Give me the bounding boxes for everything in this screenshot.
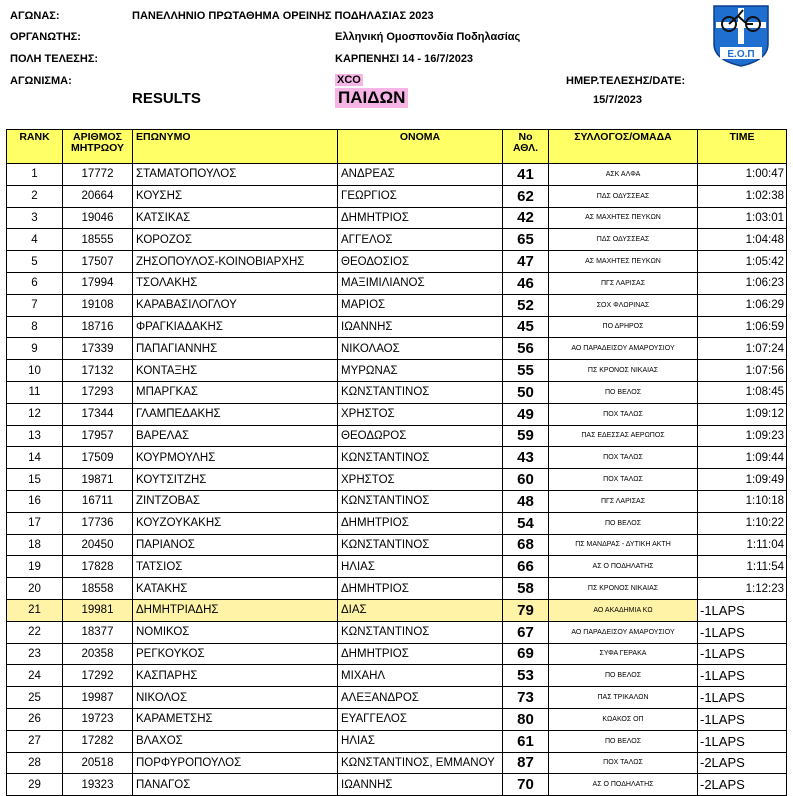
registry-cell: 20518 xyxy=(63,752,133,774)
time-cell: 1:09:44 xyxy=(698,447,787,469)
bib-cell: 80 xyxy=(503,708,549,730)
name-cell: ΔΗΜΗΤΡΙΟΣ xyxy=(338,643,503,665)
rank-cell: 11 xyxy=(7,381,63,403)
table-row xyxy=(7,338,787,360)
event-label: ΑΓΩΝΙΣΜΑ: xyxy=(10,75,72,87)
registry-cell: 19323 xyxy=(63,774,133,796)
table-row xyxy=(7,752,787,774)
surname-cell: ΒΛΑΧΟΣ xyxy=(133,730,338,752)
col-surname: ΕΠΩΝΥΜΟ xyxy=(133,130,338,164)
surname-cell: ΚΑΤΑΚΗΣ xyxy=(133,578,338,600)
surname-cell: ΚΟΥΡΜΟΥΛΗΣ xyxy=(133,447,338,469)
time-cell: 1:05:42 xyxy=(698,251,787,273)
table-row xyxy=(7,251,787,273)
surname-cell: ΝΙΚΟΛΟΣ xyxy=(133,687,338,709)
rank-cell: 10 xyxy=(7,360,63,382)
time-cell: 1:06:23 xyxy=(698,272,787,294)
rank-cell: 14 xyxy=(7,447,63,469)
bib-cell: 50 xyxy=(503,381,549,403)
name-cell: ΚΩΝΣΤΑΝΤΙΝΟΣ xyxy=(338,447,503,469)
surname-cell: ΚΟΥΣΗΣ xyxy=(133,185,338,207)
registry-cell: 19723 xyxy=(63,708,133,730)
table-row xyxy=(7,534,787,556)
surname-cell: ΚΟΡΟΖΟΣ xyxy=(133,229,338,251)
rank-cell: 19 xyxy=(7,556,63,578)
club-cell: ΠΓΣ ΛΑΡΙΣΑΣ xyxy=(549,272,698,294)
rank-cell: 27 xyxy=(7,730,63,752)
club-cell: ΑΣ Ο ΠΟΔΗΛΑΤΗΣ xyxy=(549,556,698,578)
registry-cell: 17509 xyxy=(63,447,133,469)
rank-cell: 15 xyxy=(7,469,63,491)
bib-cell: 65 xyxy=(503,229,549,251)
time-cell: 1:02:38 xyxy=(698,185,787,207)
surname-cell: ΝΟΜΙΚΟΣ xyxy=(133,621,338,643)
name-cell: ΑΓΓΕΛΟΣ xyxy=(338,229,503,251)
club-cell: ΑΟ ΠΑΡΑΔΕΙΣΟΥ ΑΜΑΡΟΥΣΙΟΥ xyxy=(549,621,698,643)
surname-cell: ΚΑΡΑΜΕΤΣΗΣ xyxy=(133,708,338,730)
name-cell: ΔΗΜΗΤΡΙΟΣ xyxy=(338,512,503,534)
surname-cell: ΤΑΤΣΙΟΣ xyxy=(133,556,338,578)
time-cell: 1:12:23 xyxy=(698,578,787,600)
city-label: ΠΟΛΗ ΤΕΛΕΣΗΣ: xyxy=(10,53,99,65)
rank-cell: 29 xyxy=(7,774,63,796)
registry-cell: 17293 xyxy=(63,381,133,403)
table-row xyxy=(7,774,787,796)
club-cell: ΠΟ ΒΕΛΟΣ xyxy=(549,512,698,534)
table-header-row xyxy=(7,130,787,164)
table-row xyxy=(7,621,787,643)
bib-cell: 79 xyxy=(503,599,549,621)
table-row xyxy=(7,556,787,578)
rank-cell: 16 xyxy=(7,490,63,512)
registry-cell: 17507 xyxy=(63,251,133,273)
time-cell: -1LAPS xyxy=(698,643,787,665)
surname-cell: ΠΟΡΦΥΡΟΠΟΥΛΟΣ xyxy=(133,752,338,774)
time-cell: -1LAPS xyxy=(698,730,787,752)
club-cell: ΣΟΧ ΦΛΩΡΙΝΑΣ xyxy=(549,294,698,316)
club-cell: ΣΥΦΑ ΓΕΡΑΚΑ xyxy=(549,643,698,665)
bib-cell: 62 xyxy=(503,185,549,207)
name-cell: ΜΑΡΙΟΣ xyxy=(338,294,503,316)
surname-cell: ΠΑΡΙΑΝΟΣ xyxy=(133,534,338,556)
time-cell: 1:10:22 xyxy=(698,512,787,534)
bib-cell: 70 xyxy=(503,774,549,796)
name-cell: ΙΩΑΝΝΗΣ xyxy=(338,774,503,796)
name-cell: ΚΩΝΣΤΑΝΤΙΝΟΣ, ΕΜΜΑΝΟΥ xyxy=(338,752,503,774)
club-cell: ΠΔΣ ΟΔΥΣΣΕΑΣ xyxy=(549,229,698,251)
rank-cell: 21 xyxy=(7,599,63,621)
time-cell: 1:07:56 xyxy=(698,360,787,382)
name-cell: ΚΩΝΣΤΑΝΤΙΝΟΣ xyxy=(338,490,503,512)
organizer-label: ΟΡΓΑΝΩΤΗΣ: xyxy=(10,31,81,43)
table-row xyxy=(7,687,787,709)
registry-cell: 18377 xyxy=(63,621,133,643)
registry-cell: 20358 xyxy=(63,643,133,665)
club-cell: ΑΟ ΠΑΡΑΔΕΙΣΟΥ ΑΜΑΡΟΥΣΙΟΥ xyxy=(549,338,698,360)
time-cell: -2LAPS xyxy=(698,752,787,774)
rank-cell: 7 xyxy=(7,294,63,316)
registry-cell: 17292 xyxy=(63,665,133,687)
bib-cell: 54 xyxy=(503,512,549,534)
city-value: ΚΑΡΠΕΝΗΣΙ 14 - 16/7/2023 xyxy=(335,53,474,65)
club-cell: ΑΣ ΜΑΧΗΤΕΣ ΠΕΥΚΩΝ xyxy=(549,251,698,273)
surname-cell: ΡΕΓΚΟΥΚΟΣ xyxy=(133,643,338,665)
name-cell: ΝΙΚΟΛΑΟΣ xyxy=(338,338,503,360)
registry-cell: 17957 xyxy=(63,425,133,447)
surname-cell: ΔΗΜΗΤΡΙΑΔΗΣ xyxy=(133,599,338,621)
club-cell: ΠΟ ΒΕΛΟΣ xyxy=(549,665,698,687)
bib-cell: 58 xyxy=(503,578,549,600)
race-value: ΠΑΝΕΛΛΗΝΙΟ ΠΡΩΤΑΘΗΜΑ ΟΡΕΙΝΗΣ ΠΟΔΗΛΑΣΙΑΣ 2023 xyxy=(132,10,434,22)
name-cell: ΜΥΡΩΝΑΣ xyxy=(338,360,503,382)
registry-cell: 19108 xyxy=(63,294,133,316)
time-cell: 1:09:12 xyxy=(698,403,787,425)
rank-cell: 9 xyxy=(7,338,63,360)
time-cell: 1:10:18 xyxy=(698,490,787,512)
table-row xyxy=(7,164,787,186)
table-row xyxy=(7,272,787,294)
registry-cell: 17344 xyxy=(63,403,133,425)
time-cell: 1:00:47 xyxy=(698,164,787,186)
table-row xyxy=(7,730,787,752)
bib-cell: 66 xyxy=(503,556,549,578)
name-cell: ΜΙΧΑΗΛ xyxy=(338,665,503,687)
name-cell: ΗΛΙΑΣ xyxy=(338,730,503,752)
results-table xyxy=(6,129,787,796)
registry-cell: 17282 xyxy=(63,730,133,752)
date-value: 15/7/2023 xyxy=(593,94,642,106)
bib-cell: 42 xyxy=(503,207,549,229)
bib-cell: 47 xyxy=(503,251,549,273)
name-cell: ΑΝΔΡΕΑΣ xyxy=(338,164,503,186)
col-name: ΟΝΟΜΑ xyxy=(338,130,503,164)
surname-cell: ΓΛΑΜΠΕΔΑΚΗΣ xyxy=(133,403,338,425)
table-row xyxy=(7,490,787,512)
registry-cell: 19987 xyxy=(63,687,133,709)
table-row xyxy=(7,229,787,251)
time-cell: 1:06:29 xyxy=(698,294,787,316)
club-cell: ΠΔΣ ΟΔΥΣΣΕΑΣ xyxy=(549,185,698,207)
club-cell: ΚΩΑΚΟΣ ΟΠ xyxy=(549,708,698,730)
bib-cell: 49 xyxy=(503,403,549,425)
time-cell: 1:11:54 xyxy=(698,556,787,578)
bib-cell: 55 xyxy=(503,360,549,382)
time-cell: 1:09:23 xyxy=(698,425,787,447)
results-title: RESULTS xyxy=(132,90,201,107)
federation-logo xyxy=(712,4,770,68)
date-label: ΗΜΕΡ.ΤΕΛΕΣΗΣ/DATE: xyxy=(566,75,686,87)
name-cell: ΔΗΜΗΤΡΙΟΣ xyxy=(338,578,503,600)
club-cell: ΑΣΚ ΑΛΦΑ xyxy=(549,164,698,186)
name-cell: ΔΙΑΣ xyxy=(338,599,503,621)
club-cell: ΠΣ ΚΡΟΝΟΣ ΝΙΚΑΙΑΣ xyxy=(549,578,698,600)
table-row xyxy=(7,469,787,491)
rank-cell: 12 xyxy=(7,403,63,425)
surname-cell: ΣΤΑΜΑΤΟΠΟΥΛΟΣ xyxy=(133,164,338,186)
table-row xyxy=(7,207,787,229)
table-row xyxy=(7,512,787,534)
bib-cell: 56 xyxy=(503,338,549,360)
rank-cell: 1 xyxy=(7,164,63,186)
club-cell: ΠΟ ΒΕΛΟΣ xyxy=(549,730,698,752)
surname-cell: ΖΙΝΤΖΟΒΑΣ xyxy=(133,490,338,512)
club-cell: ΠΟ ΒΕΛΟΣ xyxy=(549,381,698,403)
col-bib: No ΑΘΛ. xyxy=(503,130,549,164)
bib-cell: 60 xyxy=(503,469,549,491)
surname-cell: ΚΟΥΖΟΥΚΑΚΗΣ xyxy=(133,512,338,534)
registry-cell: 17772 xyxy=(63,164,133,186)
race-label: ΑΓΩΝΑΣ: xyxy=(10,10,60,22)
surname-cell: ΚΑΣΠΑΡΗΣ xyxy=(133,665,338,687)
registry-cell: 18555 xyxy=(63,229,133,251)
name-cell: ΧΡΗΣΤΟΣ xyxy=(338,403,503,425)
club-cell: ΠΟ ΔΡΗΡΟΣ xyxy=(549,316,698,338)
table-row xyxy=(7,425,787,447)
time-cell: 1:06:59 xyxy=(698,316,787,338)
club-cell: ΠΟΧ ΤΑΛΩΣ xyxy=(549,752,698,774)
rank-cell: 17 xyxy=(7,512,63,534)
surname-cell: ΠΑΝΑΓΟΣ xyxy=(133,774,338,796)
time-cell: 1:07:24 xyxy=(698,338,787,360)
bib-cell: 59 xyxy=(503,425,549,447)
name-cell: ΘΕΟΔΟΣΙΟΣ xyxy=(338,251,503,273)
name-cell: ΓΕΩΡΓΙΟΣ xyxy=(338,185,503,207)
rank-cell: 23 xyxy=(7,643,63,665)
table-row xyxy=(7,381,787,403)
col-time: TIME xyxy=(698,130,787,164)
col-registry: ΑΡΙΘΜΟΣ ΜΗΤΡΩΟΥ xyxy=(63,130,133,164)
surname-cell: ΒΑΡΕΛΑΣ xyxy=(133,425,338,447)
name-cell: ΘΕΟΔΩΡΟΣ xyxy=(338,425,503,447)
bib-cell: 87 xyxy=(503,752,549,774)
club-cell: ΠΑΣ ΤΡΙΚΑΛΩΝ xyxy=(549,687,698,709)
time-cell: -1LAPS xyxy=(698,708,787,730)
club-cell: ΠΟΧ ΤΑΛΩΣ xyxy=(549,469,698,491)
rank-cell: 18 xyxy=(7,534,63,556)
registry-cell: 18558 xyxy=(63,578,133,600)
club-cell: ΠΓΣ ΛΑΡΙΣΑΣ xyxy=(549,490,698,512)
rank-cell: 3 xyxy=(7,207,63,229)
bib-cell: 48 xyxy=(503,490,549,512)
registry-cell: 17132 xyxy=(63,360,133,382)
surname-cell: ΚΟΝΤΑΞΗΣ xyxy=(133,360,338,382)
discipline-badge: XCO xyxy=(337,74,361,86)
name-cell: ΚΩΝΣΤΑΝΤΙΝΟΣ xyxy=(338,381,503,403)
col-rank: RANK xyxy=(7,130,63,164)
bib-cell: 43 xyxy=(503,447,549,469)
rank-cell: 4 xyxy=(7,229,63,251)
club-cell: ΠΣ ΚΡΟΝΟΣ ΝΙΚΑΙΑΣ xyxy=(549,360,698,382)
club-cell: ΠΟΧ ΤΑΛΩΣ xyxy=(549,447,698,469)
rank-cell: 13 xyxy=(7,425,63,447)
rank-cell: 8 xyxy=(7,316,63,338)
surname-cell: ΦΡΑΓΚΙΑΔΑΚΗΣ xyxy=(133,316,338,338)
time-cell: -1LAPS xyxy=(698,665,787,687)
name-cell: ΚΩΝΣΤΑΝΤΙΝΟΣ xyxy=(338,534,503,556)
table-row xyxy=(7,403,787,425)
bib-cell: 69 xyxy=(503,643,549,665)
name-cell: ΧΡΗΣΤΟΣ xyxy=(338,469,503,491)
time-cell: 1:11:04 xyxy=(698,534,787,556)
surname-cell: ΚΑΡΑΒΑΣΙΛΟΓΛΟΥ xyxy=(133,294,338,316)
name-cell: ΔΗΜΗΤΡΙΟΣ xyxy=(338,207,503,229)
surname-cell: ΜΠΑΡΓΚΑΣ xyxy=(133,381,338,403)
rank-cell: 28 xyxy=(7,752,63,774)
club-cell: ΠΑΣ ΕΔΕΣΣΑΣ ΑΕΡΩΠΟΣ xyxy=(549,425,698,447)
time-cell: -1LAPS xyxy=(698,599,787,621)
rank-cell: 25 xyxy=(7,687,63,709)
bib-cell: 67 xyxy=(503,621,549,643)
club-cell: ΑΣ Ο ΠΟΔΗΛΑΤΗΣ xyxy=(549,774,698,796)
rank-cell: 2 xyxy=(7,185,63,207)
registry-cell: 18716 xyxy=(63,316,133,338)
rank-cell: 26 xyxy=(7,708,63,730)
table-row xyxy=(7,578,787,600)
rank-cell: 6 xyxy=(7,272,63,294)
name-cell: ΚΩΝΣΤΑΝΤΙΝΟΣ xyxy=(338,621,503,643)
bib-cell: 41 xyxy=(503,164,549,186)
club-cell: ΠΣ ΜΑΝΔΡΑΣ - ΔΥΤΙΚΗ ΑΚΤΗ xyxy=(549,534,698,556)
table-row xyxy=(7,185,787,207)
table-row xyxy=(7,643,787,665)
name-cell: ΕΥΑΓΓΕΛΟΣ xyxy=(338,708,503,730)
table-row xyxy=(7,665,787,687)
surname-cell: ΠΑΠΑΓΙΑΝΝΗΣ xyxy=(133,338,338,360)
table-row xyxy=(7,708,787,730)
bib-cell: 61 xyxy=(503,730,549,752)
bib-cell: 46 xyxy=(503,272,549,294)
time-cell: 1:04:48 xyxy=(698,229,787,251)
logo-text: Ε.Ο.Π xyxy=(727,49,755,60)
table-row xyxy=(7,599,787,621)
club-cell: ΑΟ ΑΚΑΔΗΜΙΑ ΚΩ xyxy=(549,599,698,621)
club-cell: ΑΣ ΜΑΧΗΤΕΣ ΠΕΥΚΩΝ xyxy=(549,207,698,229)
bib-cell: 52 xyxy=(503,294,549,316)
surname-cell: ΚΟΥΤΣΙΤΖΗΣ xyxy=(133,469,338,491)
rank-cell: 5 xyxy=(7,251,63,273)
organizer-value: Ελληνική Ομοσπονδία Ποδηλασίας xyxy=(335,31,521,43)
name-cell: ΜΑΞΙΜΙΛΙΑΝΟΣ xyxy=(338,272,503,294)
category-badge: ΠΑΙΔΩΝ xyxy=(335,88,408,108)
surname-cell: ΖΗΣΟΠΟΥΛΟΣ-ΚΟΙΝΟΒΙΑΡΧΗΣ xyxy=(133,251,338,273)
table-row xyxy=(7,294,787,316)
registry-cell: 17994 xyxy=(63,272,133,294)
table-row xyxy=(7,360,787,382)
name-cell: ΙΩΑΝΝΗΣ xyxy=(338,316,503,338)
registry-cell: 17828 xyxy=(63,556,133,578)
registry-cell: 17339 xyxy=(63,338,133,360)
time-cell: 1:03:01 xyxy=(698,207,787,229)
surname-cell: ΚΑΤΣΙΚΑΣ xyxy=(133,207,338,229)
rank-cell: 20 xyxy=(7,578,63,600)
registry-cell: 20664 xyxy=(63,185,133,207)
col-club: ΣΥΛΛΟΓΟΣ/ΟΜΑΔΑ xyxy=(549,130,698,164)
time-cell: -1LAPS xyxy=(698,621,787,643)
time-cell: 1:08:45 xyxy=(698,381,787,403)
rank-cell: 22 xyxy=(7,621,63,643)
name-cell: ΗΛΙΑΣ xyxy=(338,556,503,578)
bib-cell: 73 xyxy=(503,687,549,709)
registry-cell: 16711 xyxy=(63,490,133,512)
time-cell: 1:09:49 xyxy=(698,469,787,491)
time-cell: -2LAPS xyxy=(698,774,787,796)
registry-cell: 20450 xyxy=(63,534,133,556)
bib-cell: 68 xyxy=(503,534,549,556)
registry-cell: 19046 xyxy=(63,207,133,229)
registry-cell: 19871 xyxy=(63,469,133,491)
bib-cell: 53 xyxy=(503,665,549,687)
table-row xyxy=(7,316,787,338)
table-row xyxy=(7,447,787,469)
surname-cell: ΤΣΟΛΑΚΗΣ xyxy=(133,272,338,294)
rank-cell: 24 xyxy=(7,665,63,687)
time-cell: -1LAPS xyxy=(698,687,787,709)
club-cell: ΠΟΧ ΤΑΛΩΣ xyxy=(549,403,698,425)
bib-cell: 45 xyxy=(503,316,549,338)
name-cell: ΑΛΕΞΑΝΔΡΟΣ xyxy=(338,687,503,709)
registry-cell: 17736 xyxy=(63,512,133,534)
registry-cell: 19981 xyxy=(63,599,133,621)
